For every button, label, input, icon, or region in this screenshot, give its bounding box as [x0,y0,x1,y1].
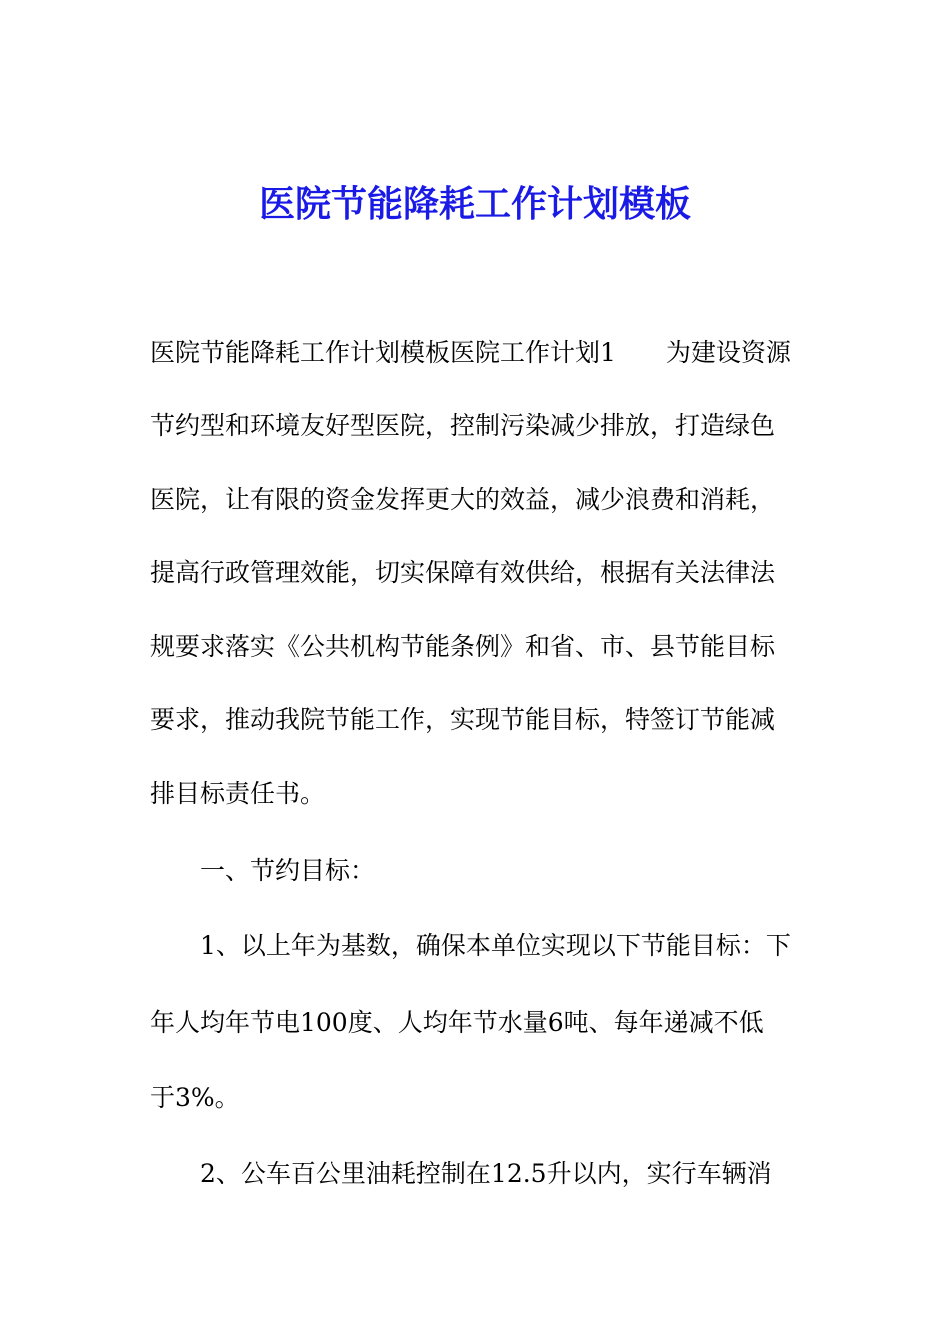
paragraph-line: 规要求落实《公共机构节能条例》和省、市、县节能目标 [150,632,776,661]
paragraph-line: 医院，让有限的资金发挥更大的效益，减少浪费和消耗， [150,485,776,514]
paragraph-line: 年人均年节电100度、人均年节水量6吨、每年递减不低 [150,1008,764,1037]
paragraph-line: 要求，推动我院节能工作，实现节能目标，特签订节能减 [150,705,776,734]
paragraph-line: 排目标责任书。 [150,779,326,808]
paragraph-line: 医院节能降耗工作计划模板医院工作计划1 为建设资源 [150,338,791,367]
paragraph-line: 节约型和环境友好型医院，控制污染减少排放，打造绿色 [150,411,776,440]
paragraph-line: 2、公车百公里油耗控制在12.5升以内，实行车辆消 [200,1159,772,1188]
paragraph-line: 1、以上年为基数，确保本单位实现以下节能目标：下 [200,931,791,960]
paragraph-line: 于3%。 [150,1083,240,1112]
document-title: 医院节能降耗工作计划模板 [258,183,691,225]
section-heading: 一、节约目标： [200,856,376,885]
paragraph-line: 提高行政管理效能，切实保障有效供给，根据有关法律法 [150,558,776,587]
